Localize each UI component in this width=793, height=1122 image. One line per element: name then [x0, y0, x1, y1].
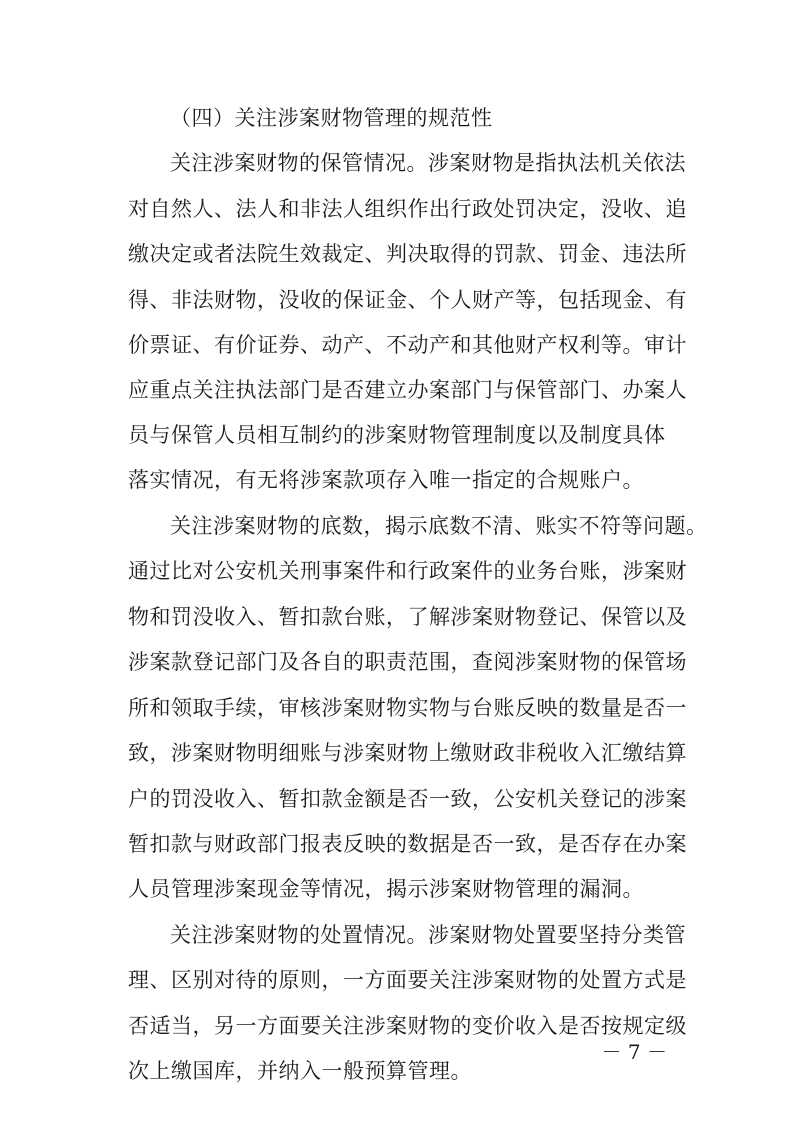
paragraph-line: 落实情况，有无将涉案款项存入唯一指定的合规账户。 [128, 468, 644, 492]
paragraph-line: 致，涉案财物明细账与涉案财物上缴财政非税收入汇缴结算 [128, 741, 687, 765]
paragraph-line: 应重点关注执法部门是否建立办案部门与保管部门、办案人 [128, 378, 687, 402]
paragraph-line: 暂扣款与财政部门报表反映的数据是否一致，是否存在办案 [128, 832, 687, 856]
paragraph-line: 缴决定或者法院生效裁定、判决取得的罚款、罚金、违法所 [128, 242, 687, 266]
paragraph-line: 关注涉案财物的保管情况。涉案财物是指执法机关依法 [170, 151, 686, 175]
paragraph-line: 次上缴国库，并纳入一般预算管理。 [128, 1059, 472, 1083]
paragraph-line: 得、非法财物，没收的保证金、个人财产等，包括现金、有 [128, 288, 687, 312]
paragraph-line: 理、区别对待的原则，一方面要关注涉案财物的处置方式是 [128, 968, 687, 992]
paragraph-line: 所和领取手续，审核涉案财物实物与台账反映的数量是否一 [128, 696, 687, 720]
paragraph-line: 通过比对公安机关刑事案件和行政案件的业务台账，涉案财 [128, 559, 687, 583]
paragraph-line: 对自然人、法人和非法人组织作出行政处罚决定，没收、追 [128, 197, 687, 221]
paragraph-line: 涉案款登记部门及各自的职责范围，查阅涉案财物的保管场 [128, 650, 687, 674]
paragraph-line: 人员管理涉案现金等情况，揭示涉案财物管理的漏洞。 [128, 877, 644, 901]
paragraph-line: 关注涉案财物的底数，揭示底数不清、账实不符等问题。 [170, 514, 708, 538]
paragraph-line: 否适当，另一方面要关注涉案财物的变价收入是否按规定级 [128, 1014, 687, 1038]
paragraph-line: 物和罚没收入、暂扣款台账，了解涉案财物登记、保管以及 [128, 605, 687, 629]
paragraph-line: 户的罚没收入、暂扣款金额是否一致，公安机关登记的涉案 [128, 787, 687, 811]
section-heading: （四）关注涉案财物管理的规范性 [170, 106, 493, 130]
paragraph-line: 员与保管人员相互制约的涉案财物管理制度以及制度具体 [128, 423, 666, 447]
paragraph-line: 关注涉案财物的处置情况。涉案财物处置要坚持分类管 [170, 923, 686, 947]
paragraph-line: 价票证、有价证券、动产、不动产和其他财产权利等。审计 [128, 333, 687, 357]
page-number: － 7 － [601, 1040, 667, 1064]
